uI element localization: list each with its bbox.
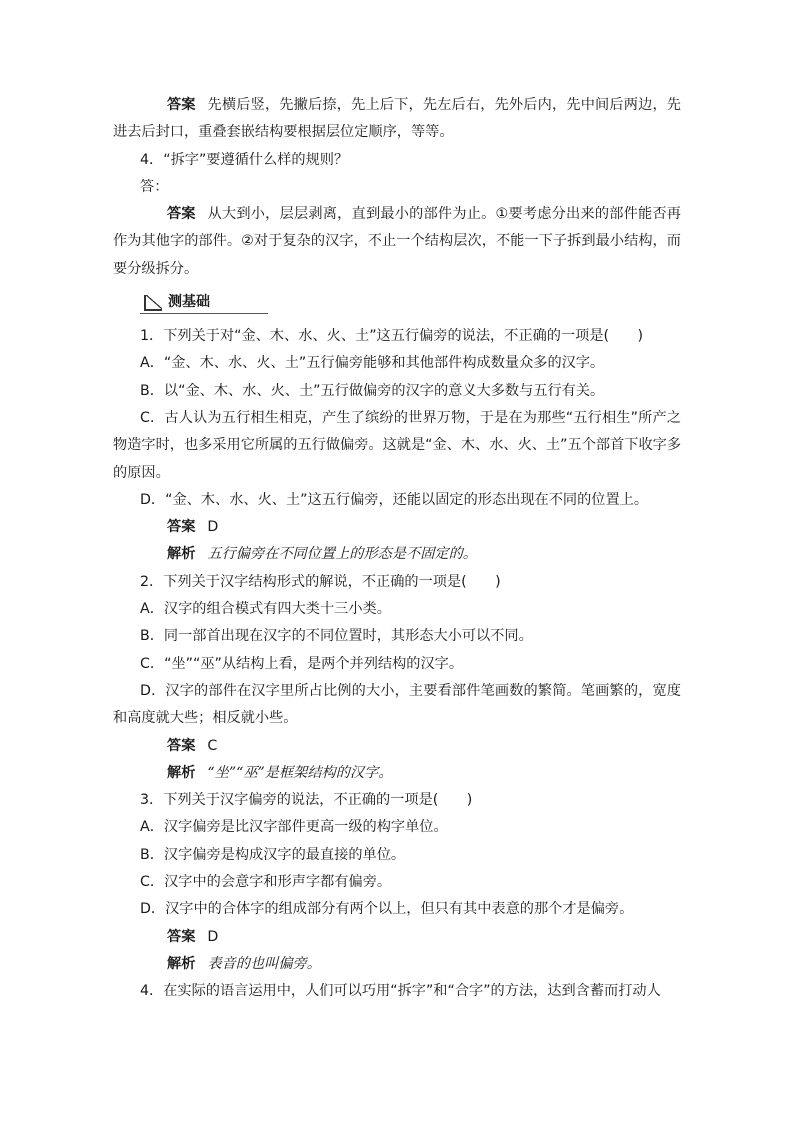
explanation-text: 五行偏旁在不同位置上的形态是不固定的。 — [207, 546, 477, 563]
answer-block-order — [113, 92, 681, 147]
explanation-text: “坐”“巫”是框架结构的汉字。 — [207, 764, 393, 781]
question-1-explanation — [113, 541, 681, 568]
question-1-option-b: B．以“金、木、水、火、土”五行做偏旁的汉字的意义大多数与五行有关。 — [140, 382, 605, 399]
answer-text: 先横后竖，先撇后捺，先上后下，先左后右，先外后内，先中间后两边，先进去后封口，重叠套嵌结构要根据层位定顺序，等等。 — [113, 97, 681, 141]
answer-label: 答案 — [167, 206, 196, 223]
question-3-stem: 3．下列关于汉字偏旁的说法，不正确的一项是( ) — [140, 792, 473, 809]
question-3-explanation — [113, 951, 681, 978]
answer-label: 答案 — [167, 519, 196, 536]
explanation-label: 解析 — [167, 764, 196, 781]
question-2-option-c: C．“坐”“巫”从结构上看，是两个并列结构的汉字。 — [140, 655, 464, 672]
question-1-stem: 1．下列关于对“金、木、水、火、土”这五行偏旁的说法，不正确的一项是( ) — [140, 328, 643, 345]
question-4-prompt: 4．“拆字”要遵循什么样的规则？ — [140, 151, 349, 168]
answer-label: 答案 — [167, 928, 196, 945]
section-marker-icon — [144, 295, 162, 311]
answer-value: D — [207, 928, 219, 945]
answer-text: 从大到小，层层剥离，直到最小的部件为止。①要考虑分出来的部件能否再作为其他字的部件。②对于复杂的汉字，不止一个结构层次，不能一下子拆到最小结构，而要分级拆分。 — [113, 206, 681, 277]
question-2-stem: 2．下列关于汉字结构形式的解说，不正确的一项是( ) — [140, 573, 501, 590]
section-heading — [140, 289, 681, 319]
question-2-option-d: D．汉字的部件在汉字里所占比例的大小，主要看部件笔画数的繁简。笔画繁的，宽度和高度就大些；相反就小些。 — [113, 682, 681, 727]
answer-value: D — [207, 519, 219, 536]
explanation-label: 解析 — [167, 955, 196, 972]
explanation-text: 表音的也叫偏旁。 — [207, 955, 321, 972]
question-2-option-b: B．同一部首出现在汉字的不同位置时，其形态大小可以不同。 — [140, 628, 533, 645]
question-4-partial-stem: 4．在实际的语言运用中，人们可以巧用“拆字”和“合字”的方法，达到含蓄而打动人 — [140, 983, 661, 1000]
answer-label: 答案 — [167, 737, 196, 754]
question-3-answer — [113, 924, 681, 951]
answer-label: 答案 — [167, 97, 196, 113]
question-4-reply-label: 答： — [140, 178, 169, 195]
answer-value: C — [207, 737, 218, 754]
question-2-answer — [113, 733, 681, 760]
question-1-option-a: A．“金、木、水、火、土”五行偏旁能够和其他部件构成数量众多的汉字。 — [140, 355, 605, 372]
question-1-answer — [113, 514, 681, 541]
section-title: 测基础 — [168, 294, 210, 311]
question-3-option-a: A．汉字偏旁是比汉字部件更高一级的构字单位。 — [140, 819, 448, 836]
question-2-explanation — [113, 760, 681, 787]
question-3-option-b: B．汉字偏旁是构成汉字的最直接的单位。 — [140, 846, 406, 863]
question-1-option-c: C．古人认为五行相生相克，产生了缤纷的世界万物，于是在为那些“五行相生”所产之物造字时，也多采用它所属的五行做偏旁。这就是“金、木、水、火、土”五个部首下收字多的原因。 — [113, 409, 682, 481]
explanation-label: 解析 — [167, 546, 196, 563]
answer-block-split — [113, 201, 681, 283]
question-3-option-c: C．汉字中的会意字和形声字都有偏旁。 — [140, 874, 392, 891]
section-underline — [140, 313, 268, 314]
question-3-option-d: D．汉字中的合体字的组成部分有两个以上，但只有其中表意的那个才是偏旁。 — [140, 901, 634, 918]
question-2-option-a: A．汉字的组合模式有四大类十三小类。 — [140, 601, 391, 618]
page-content — [113, 92, 681, 1006]
question-1-option-d: D．“金、木、水、火、土”这五行偏旁，还能以固定的形态出现在不同的位置上。 — [140, 491, 649, 508]
